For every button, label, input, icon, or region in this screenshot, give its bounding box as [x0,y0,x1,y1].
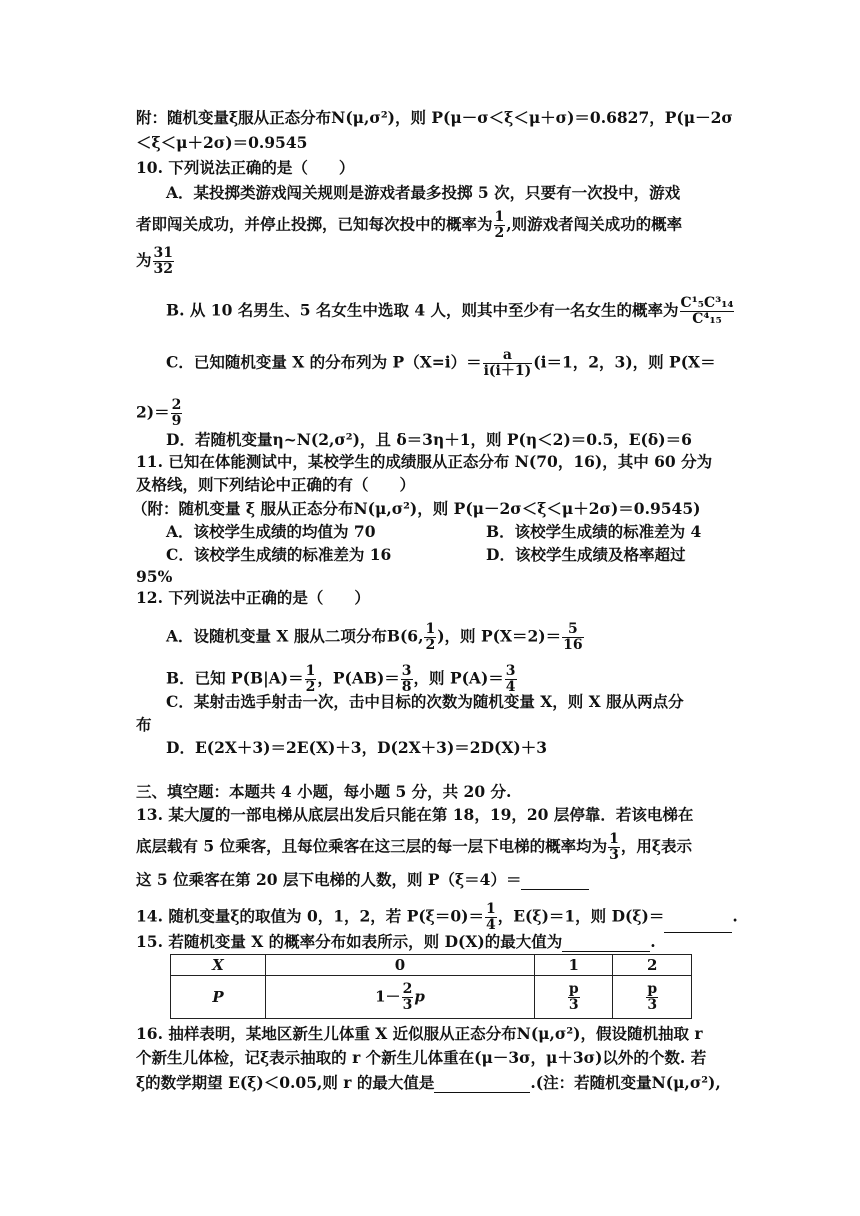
q11-option-b: B．该校学生成绩的标准差为 4 [486,522,702,541]
numerator: 31 [153,245,173,261]
text: ，用ξ表示 [620,836,693,856]
q11-option-d-cont: 95% [136,567,173,586]
text: B. 从 10 名男生、5 名女生中选取 4 人，则其中至少有一名女生的概率为 [166,300,679,320]
fraction [608,832,620,863]
note-line-1: 附：随机变量ξ服从正态分布N(μ,σ²)，则 P(μ－σ＜ξ＜μ＋σ)＝0.6827，P(μ－2σ [136,108,733,127]
fraction [646,982,658,1013]
denominator: 3 [402,996,413,1013]
numerator: 1 [609,831,619,847]
numerator: p [647,980,658,997]
q10-option-c [166,348,730,379]
numerator: 1 [494,209,505,225]
text: ，则 P(A)＝ [413,668,504,688]
q13-line3 [136,870,730,890]
text: 1－ [375,987,401,1005]
text: . [732,906,738,926]
numerator: 1 [485,901,496,917]
denominator: 4 [485,917,496,933]
text: 底层载有 5 位乘客，且每位乘客在这三层的每一层下电梯的概率均为 [136,836,608,856]
text: 为 [136,250,152,270]
q11-option-c: C．该校学生成绩的标准差为 16 [166,545,392,564]
q13-line1: 13. 某大厦的一部电梯从底层出发后只能在第 18，19，20 层停靠．若该电梯在 [136,805,694,824]
text: . [650,932,656,951]
q12-stem: 12. 下列说法中正确的是（ ） [136,588,370,607]
q10-option-a-line3 [136,246,730,277]
table-cell [266,976,535,1019]
table-cell [534,976,613,1019]
denominator: 3 [609,847,619,863]
table-cell [171,976,266,1019]
q11-note: （附：随机变量 ξ 服从正态分布N(μ,σ²)，则 P(μ－2σ＜ξ＜μ＋2σ)＝0.9545) [132,499,701,518]
text: ξ的数学期望 E(ξ)＜0.05,则 r 的最大值是 [136,1073,435,1092]
table-header-cell [171,955,266,976]
numerator: C¹₅C³₁₄ [680,295,734,311]
numerator: 1 [425,621,436,637]
section-3-heading: 三、填空题：本题共 4 小题，每小题 5 分，共 20 分. [136,782,512,801]
q12-option-b [166,664,730,695]
text: (i＝1，2，3)，则 P(X＝ [533,352,716,372]
fraction [505,664,517,695]
denominator: 32 [153,261,173,277]
fraction [424,622,436,653]
table-row [171,955,692,976]
table-header-cell: 2 [613,955,692,976]
distribution-table [170,954,692,1019]
q12-option-c-line1: C．某射击选手射击一次，击中目标的次数为随机变量 X，则 X 服从两点分 [166,692,684,711]
text: 者即闯关成功，并停止投掷，已知每次投中的概率为 [136,214,493,234]
q12-option-a [166,622,730,653]
numerator: 5 [562,622,583,638]
denominator: 8 [401,679,412,695]
denominator: 9 [171,413,182,429]
fraction [485,902,497,933]
fraction [171,398,183,429]
q16-line2: 个新生儿体检，记ξ表示抽取的 r 个新生儿体重在(μ－3σ，μ＋3σ)以外的个数. 若 [136,1048,707,1067]
text: 2)＝ [136,402,170,422]
denominator: C⁴₁₅ [692,311,722,327]
q10-option-a-line1: A．某投掷类游戏闯关规则是游戏者最多投掷 5 次，只要有一次投中，游戏 [166,183,681,202]
table-row [171,976,692,1019]
denominator: 2 [425,637,436,653]
text: B．已知 P(B|A)＝ [166,668,304,688]
numerator: a [483,348,533,364]
fraction [305,664,317,695]
text: ，P(AB)＝ [317,668,400,688]
q10-option-a-line2 [136,210,730,241]
answer-blank[interactable] [664,914,732,933]
denominator: 3 [568,996,579,1013]
denominator: 2 [494,225,505,241]
table-header-cell: 1 [534,955,613,976]
q16-line3 [136,1073,730,1093]
numerator: 3 [401,663,412,679]
q16-line1: 16. 抽样表明，某地区新生儿体重 X 近似服从正态分布N(μ,σ²)，假设随机抽取 r [136,1024,703,1043]
fraction [568,982,580,1013]
answer-blank[interactable] [562,933,650,952]
q15-stem [136,932,730,952]
text: p [414,987,425,1005]
q12-option-c-line2: 布 [136,715,152,734]
denominator: 16 [563,637,583,653]
q11-stem-line1: 11. 已知在体能测试中，某校学生的成绩服从正态分布 N(70，16)，其中 60 分为 [136,452,713,471]
text: 这 5 位乘客在第 20 层下电梯的人数，则 P（ξ＝4）＝ [136,870,522,889]
q13-line2 [136,832,730,863]
table-header-cell: 0 [266,955,535,976]
fraction [153,246,174,277]
q11-option-d: D．该校学生成绩及格率超过 [486,545,686,564]
numerator: 2 [171,397,182,413]
text: .(注：若随机变量N(μ,σ²), [530,1073,721,1092]
denominator: 2 [305,679,316,695]
text: 14. 随机变量ξ的取值为 0，1，2，若 P(ξ＝0)＝ [136,906,484,926]
numerator: 3 [505,663,516,679]
text: )，则 P(X＝2)＝ [437,626,562,646]
numerator: p [568,980,579,997]
q10-option-c-line2 [136,398,730,429]
text: A．设随机变量 X 服从二项分布B(6, [166,626,424,646]
row-label-p: P [212,988,224,1006]
fraction [402,982,414,1013]
fraction [401,664,413,695]
q14-line [136,901,738,933]
q10-option-d: D．若随机变量η~N(2,σ²)，且 δ＝3η＋1，则 P(η＜2)＝0.5，E(δ)＝6 [166,430,692,449]
answer-blank[interactable] [521,871,589,890]
denominator: i(i＋1) [483,363,532,379]
q10-stem: 10. 下列说法正确的是（ ） [136,158,355,177]
table-cell [613,976,692,1019]
fraction [680,296,735,327]
q10-option-b [166,295,734,327]
header-x: X [212,956,224,974]
q11-stem-line2: 及格线，则下列结论中正确的有（ ） [136,475,416,494]
numerator: 2 [402,980,413,997]
fraction [483,348,533,379]
text: 15. 若随机变量 X 的概率分布如表所示，则 D(X)的最大值为 [136,932,563,951]
q12-option-d: D．E(2X＋3)＝2E(X)＋3，D(2X＋3)＝2D(X)＋3 [166,738,548,757]
answer-blank[interactable] [434,1074,530,1093]
text: ,则游戏者闯关成功的概率 [506,214,683,234]
text: ，E(ξ)＝1，则 D(ξ)＝ [497,906,665,926]
denominator: 3 [647,996,658,1013]
q11-option-a: A．该校学生成绩的均值为 70 [166,522,376,541]
fraction [562,622,583,653]
note-line-2: ＜ξ＜μ＋2σ)＝0.9545 [136,133,308,152]
fraction [494,210,506,241]
text: C．已知随机变量 X 的分布列为 P（X=i）＝ [166,352,482,372]
denominator: 4 [505,679,516,695]
numerator: 1 [305,663,316,679]
